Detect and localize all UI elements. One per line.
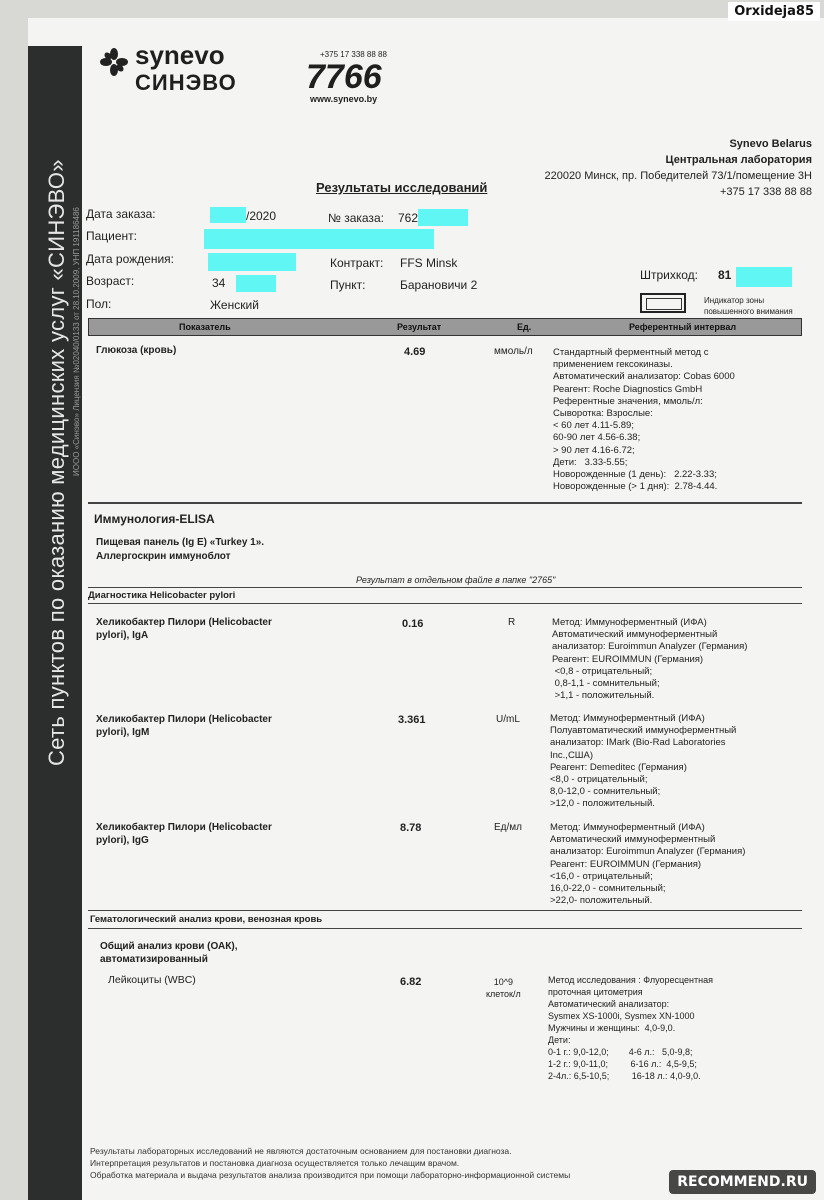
table-header bbox=[88, 318, 802, 336]
footer-line-2: Интерпретация результатов и постановка диагноза осуществляется только лечащим врачом. bbox=[90, 1158, 460, 1168]
elisa-section-title: Иммунология-ELISA bbox=[94, 512, 215, 526]
redaction bbox=[736, 267, 792, 287]
elisa-panel: Пищевая панель (Ig E) «Turkey 1». bbox=[96, 537, 265, 548]
hp-iga-unit: R bbox=[508, 617, 516, 628]
divider bbox=[88, 910, 802, 911]
divider bbox=[88, 603, 802, 604]
lab-address: 220020 Минск, пр. Победителей 73/1/помещение 3Н bbox=[544, 170, 812, 182]
divider bbox=[88, 587, 802, 588]
brand-phone: +375 17 338 88 88 bbox=[320, 50, 387, 59]
order-date-value: /2020 bbox=[246, 209, 277, 223]
dob-label: Дата рождения: bbox=[86, 252, 174, 266]
lab-company: Synevo Belarus bbox=[729, 138, 812, 150]
contract-label: Контракт: bbox=[330, 256, 384, 270]
flower-logo-icon bbox=[100, 48, 128, 76]
glucose-reference: Стандартный ферментный метод с применением гексокиназы. Автоматический анализатор: Cobas 6000 Реагент: Roche Diagnostics GmbH Референтные значения, ммоль/л: Сыворотка: Взрослые: < 60 лет 4.11-5.89; 60-90 лет 4.56-6.38; > 90 лет 4.16-6.72; Дети: 3.33-5.55; Новорожденные (1 день): 2.22-3.33; Новорожденные (> 1 дня): 2.78-4.44. bbox=[553, 347, 735, 493]
point-label: Пункт: bbox=[330, 278, 366, 292]
divider bbox=[88, 928, 802, 929]
hp-igg-name: Хеликобактер Пилори (Helicobacter pylori), IgG bbox=[96, 822, 272, 846]
brand-name-cyrillic: СИНЭВО bbox=[135, 70, 237, 95]
hp-igm-unit: U/mL bbox=[496, 714, 520, 725]
age-value: 34 bbox=[212, 276, 226, 290]
order-date-label: Дата заказа: bbox=[86, 207, 156, 221]
watermark-user: Orxideja85 bbox=[728, 2, 820, 21]
hem-section-title: Гематологический анализ крови, венозная кровь bbox=[90, 914, 323, 925]
hem-group: Общий анализ крови (ОАК), автоматизированный bbox=[100, 941, 238, 965]
lab-name: Центральная лаборатория bbox=[665, 154, 812, 166]
document-title: Результаты исследований bbox=[316, 180, 488, 195]
indicator-label: Индикатор зоны повышенного внимания bbox=[704, 296, 793, 316]
barcode-label: Штрихкод: bbox=[640, 268, 699, 282]
wbc-unit: 10^9 клеток/л bbox=[486, 977, 521, 999]
hp-igm-result: 3.361 bbox=[398, 714, 426, 726]
wbc-name: Лейкоциты (WBC) bbox=[108, 974, 196, 986]
sidebar-main-text: Сеть пунктов по оказанию медицинских услуг «СИНЭВО» bbox=[44, 159, 69, 766]
watermark-site: RECOMMEND.RU bbox=[669, 1170, 816, 1194]
hp-igm-reference: Метод: Иммуноферментный (ИФА) Полуавтоматический иммуноферментный анализатор: IMark (Bio-Rad Laboratories Inc.,США) Реагент: Demeditec (Германия) <8,0 - отрицательный; 8,0-12,0 - сомнительный; >12,0 - положительный. bbox=[550, 713, 737, 810]
redaction bbox=[204, 229, 434, 249]
hp-iga-result: 0.16 bbox=[402, 618, 424, 630]
col-ref: Референтный интервал bbox=[629, 322, 737, 332]
redaction bbox=[418, 209, 468, 226]
elisa-note: Результат в отдельном файле в папке "2765" bbox=[356, 575, 556, 585]
hp-igg-result: 8.78 bbox=[400, 822, 422, 834]
col-param: Показатель bbox=[179, 322, 231, 332]
lab-phone: +375 17 338 88 88 bbox=[719, 186, 812, 198]
hp-igm-name: Хеликобактер Пилори (Helicobacter pylori), IgM bbox=[96, 714, 272, 738]
patient-label: Пациент: bbox=[86, 229, 138, 243]
wbc-reference: Метод исследования : Флуоресцентная проточная цитометрия Автоматический анализатор: Sysmex XS-1000i, Sysmex XN-1000 Мужчины и женщины: 4,0-9,0. Дети: 0-1 г.: 9,0-12,0; 4-6 л.: 5,0-9,8; 1-2 г.: 9,0-11,0; 6-16 л.: 4,5-9,5; 2-4л.: 6,5-10,5; 16-18 л.: 4,0-9,0. bbox=[548, 975, 713, 1081]
col-unit: Ед. bbox=[517, 322, 532, 332]
contract-value: FFS Minsk bbox=[400, 256, 458, 270]
sex-value: Женский bbox=[210, 298, 259, 312]
age-label: Возраст: bbox=[86, 274, 135, 288]
order-no-label: № заказа: bbox=[328, 211, 384, 225]
sidebar-band bbox=[28, 46, 82, 1200]
order-no-value: 762 bbox=[398, 211, 419, 225]
divider bbox=[88, 502, 802, 504]
sex-label: Пол: bbox=[86, 297, 112, 311]
sidebar-small-text: ИООО «Синэво» Лицензия №02040/0133 от 28.10.2009, УНП 191186486 bbox=[72, 207, 81, 476]
hp-iga-name: Хеликобактер Пилори (Helicobacter pylori), IgA bbox=[96, 617, 272, 641]
hp-section-title: Диагностика Helicobacter pylori bbox=[88, 590, 236, 601]
elisa-panel-2: Аллергоскрин иммуноблот bbox=[96, 551, 231, 562]
wbc-result: 6.82 bbox=[400, 976, 422, 988]
redaction bbox=[236, 275, 276, 292]
hp-igg-reference: Метод: Иммуноферментный (ИФА) Автоматический иммуноферментный анализатор: Euroimmun Analyzer (Германия) Реагент: EUROIMMUN (Германия) <16,0 - отрицательный; 16,0-22,0 - сомнительный; >22,0- положительный. bbox=[550, 822, 746, 907]
col-result: Результат bbox=[397, 322, 442, 332]
glucose-result: 4.69 bbox=[404, 346, 426, 358]
barcode-value: 81 bbox=[718, 268, 732, 282]
point-value: Барановичи 2 bbox=[400, 278, 478, 292]
brand-name-latin: synevo bbox=[135, 40, 225, 70]
glucose-name: Глюкоза (кровь) bbox=[96, 345, 177, 356]
hp-iga-reference: Метод: Иммуноферментный (ИФА) Автоматический иммуноферментный анализатор: Euroimmun Analyzer (Германия) Реагент: EUROIMMUN (Германия) <0,8 - отрицательный; 0,8-1,1 - сомнительный; >1,1 - положительный. bbox=[552, 617, 748, 702]
redaction bbox=[208, 253, 296, 271]
footer-line-1: Результаты лабораторных исследований не являются достаточным основанием для постановки диагноза. bbox=[90, 1146, 512, 1156]
lab-info bbox=[544, 136, 812, 200]
glucose-unit: ммоль/л bbox=[494, 346, 533, 357]
indicator-box-icon bbox=[640, 293, 686, 313]
short-number: 7766 bbox=[306, 58, 382, 96]
hp-igg-unit: Ед/мл bbox=[494, 822, 522, 833]
redaction bbox=[210, 207, 246, 223]
footer-line-3: Обработка материала и выдача результатов анализа производится при помощи лабораторно-информационной системы bbox=[90, 1170, 571, 1180]
website: www.synevo.by bbox=[310, 94, 378, 104]
